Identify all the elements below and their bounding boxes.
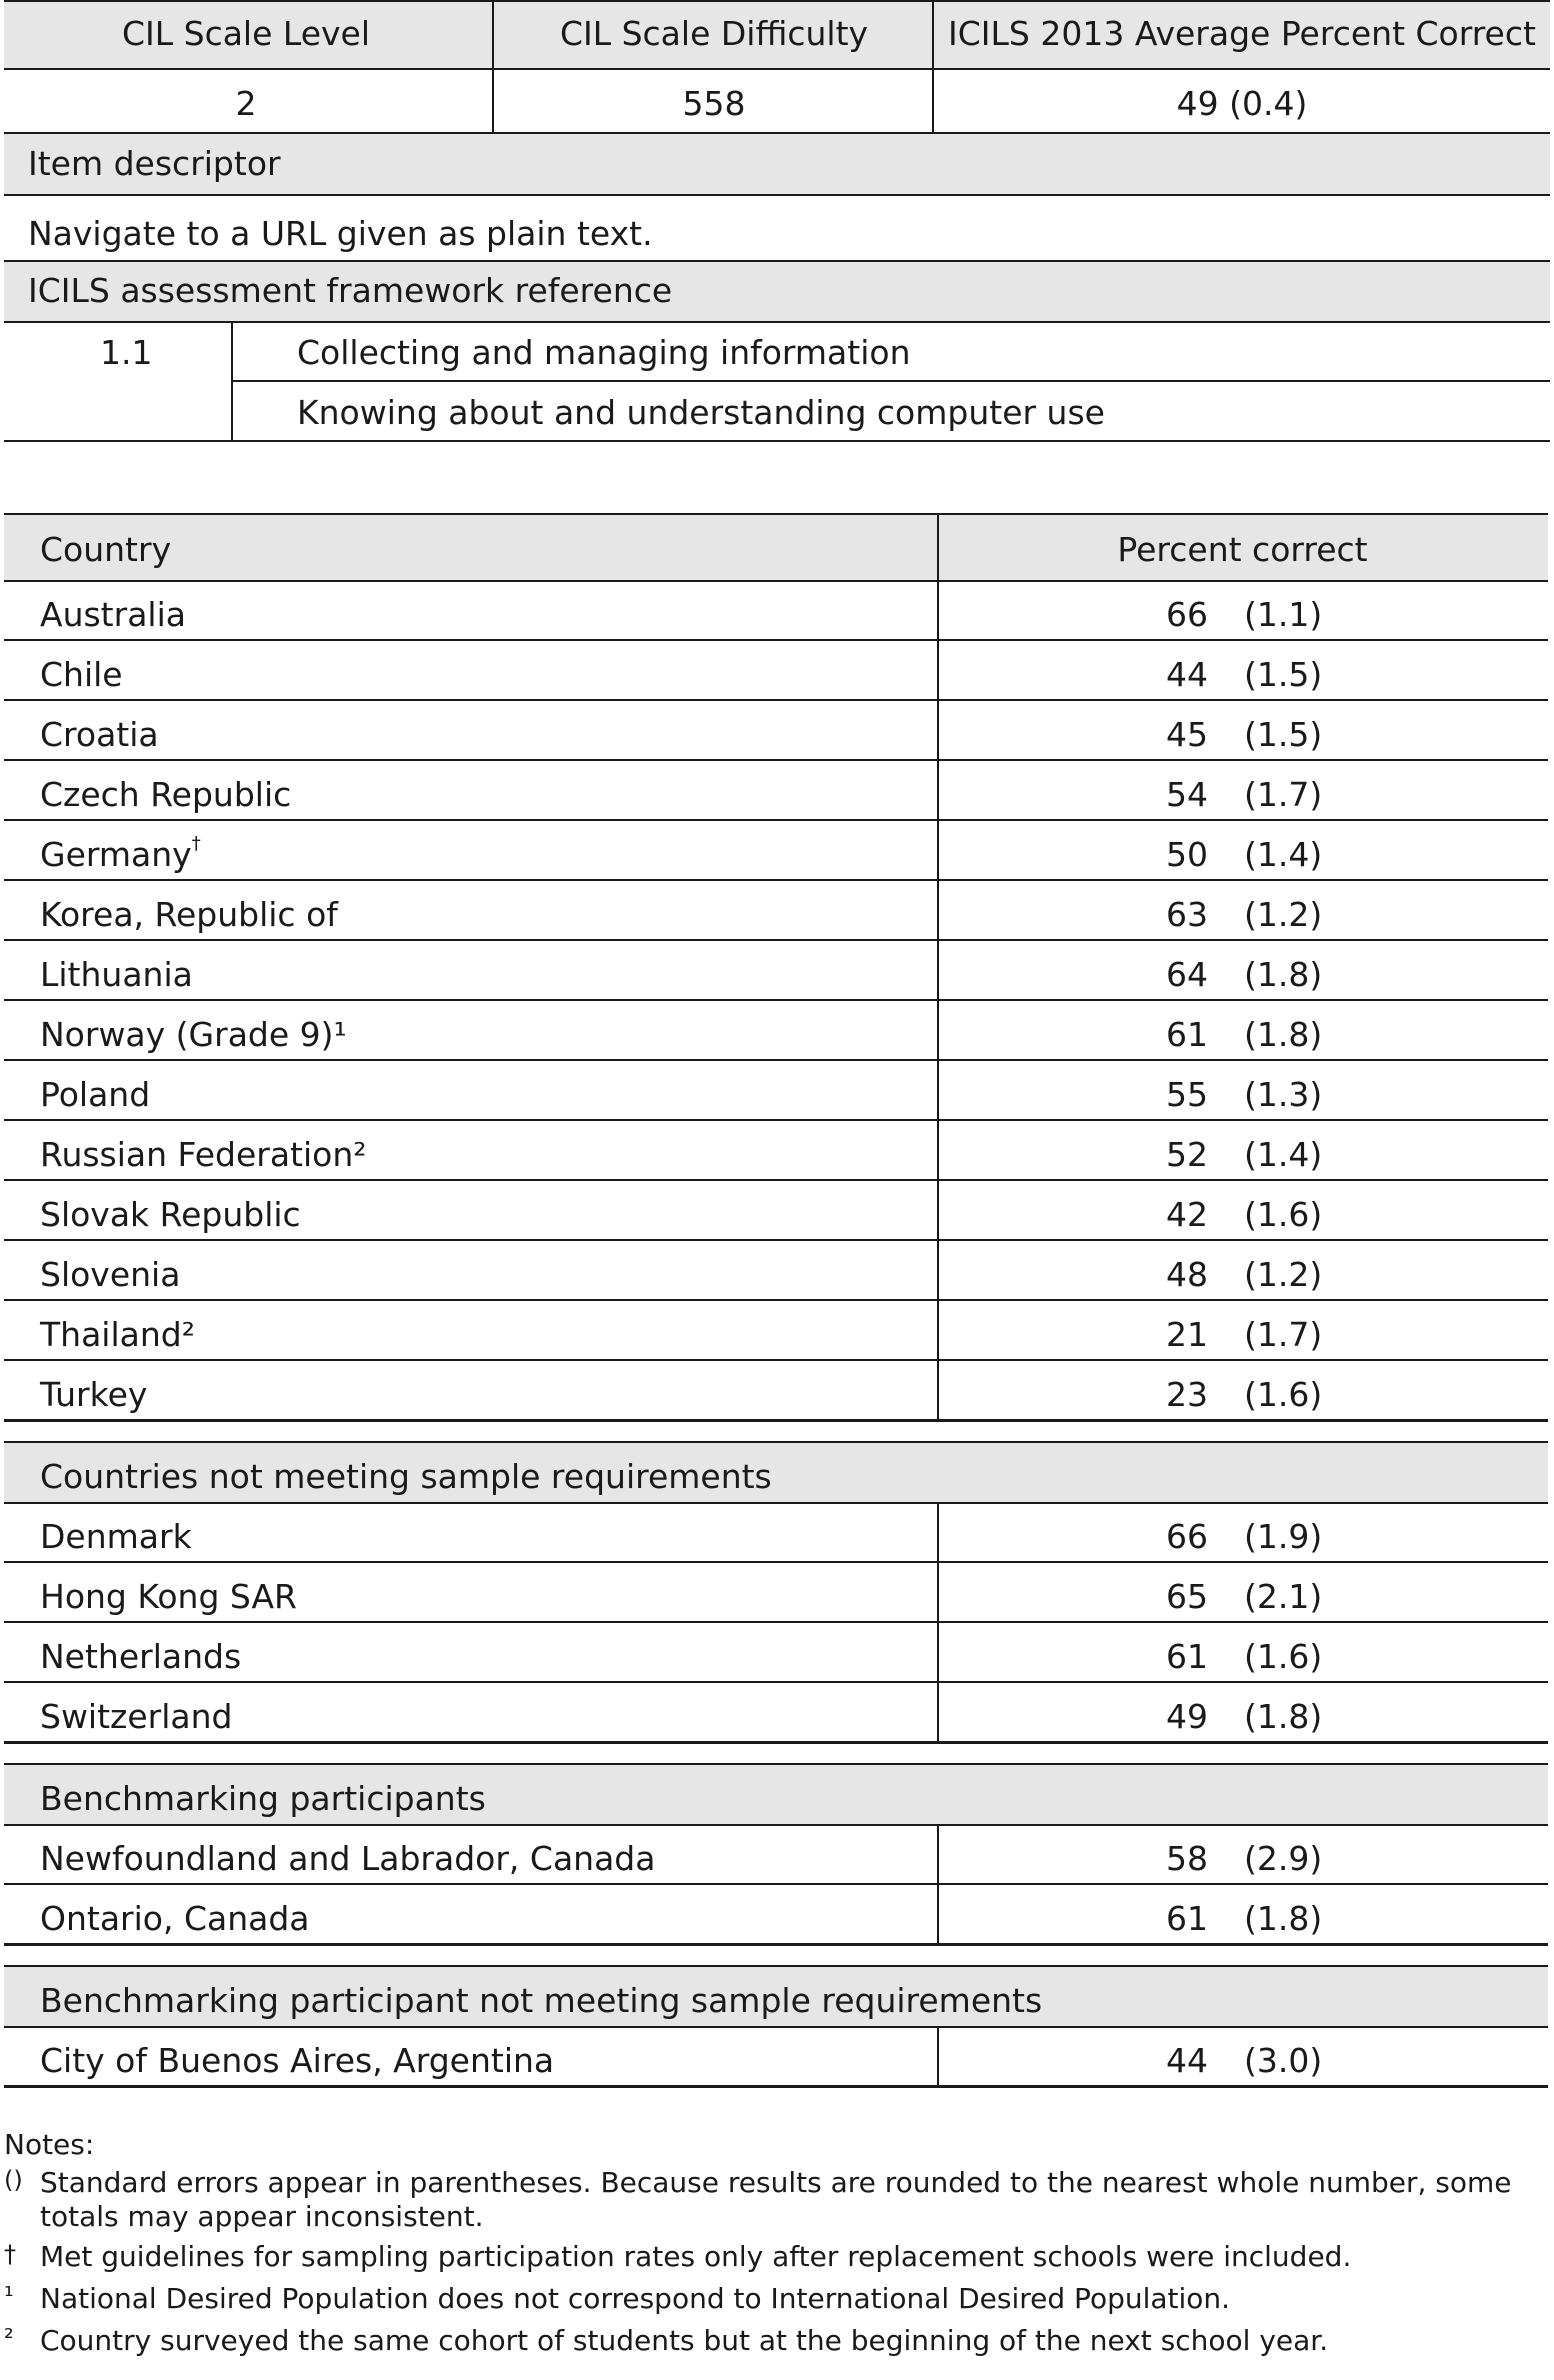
table-row [4, 641, 1548, 701]
country-label: Thailand² [40, 1315, 195, 1354]
section-header-label: Countries not meeting sample requirements [40, 1457, 772, 1496]
country-name [40, 1899, 310, 1938]
column-divider [937, 941, 939, 999]
country-name [40, 1015, 347, 1054]
section-header-label: Benchmarking participants [40, 1779, 486, 1818]
table-row [4, 1623, 1548, 1683]
table-header-row [4, 515, 1548, 581]
country-label: Hong Kong SAR [40, 1577, 297, 1616]
percent-value: 23 [1166, 1375, 1208, 1414]
standard-error: (1.6) [1244, 1195, 1323, 1234]
framework-line-2: Knowing about and understanding computer use [297, 393, 1105, 432]
notes-title: Notes: [4, 2128, 95, 2161]
column-divider [937, 581, 939, 639]
country-label: Switzerland [40, 1697, 233, 1736]
top-rule [4, 0, 1550, 2]
country-label: Slovak Republic [40, 1195, 301, 1234]
standard-error: (1.8) [1244, 955, 1323, 994]
standard-error: (1.2) [1244, 1255, 1323, 1294]
table-row [4, 1301, 1548, 1361]
percent-value: 50 [1166, 835, 1208, 874]
section-header [4, 1967, 1548, 2027]
header-scale-difficulty: CIL Scale Difficulty [559, 14, 869, 53]
country-label: Poland [40, 1075, 151, 1114]
country-name [40, 1195, 301, 1234]
standard-error: (1.7) [1244, 775, 1323, 814]
table-row [4, 1503, 1548, 1563]
column-divider [937, 701, 939, 759]
table-row [4, 941, 1548, 1001]
column-divider [937, 1241, 939, 1299]
framework-inner-rule [233, 380, 1550, 382]
country-name [40, 1375, 147, 1414]
column-divider [937, 881, 939, 939]
table-row [4, 581, 1548, 641]
framework-rule [4, 321, 1550, 323]
country-name [40, 835, 201, 874]
descriptor-label: Item descriptor [28, 144, 281, 183]
table-row [4, 881, 1548, 941]
country-name [40, 955, 193, 994]
scale-level-value: 2 [235, 84, 257, 123]
section-header [4, 1765, 1548, 1825]
country-label: Czech Republic [40, 775, 292, 814]
country-name [40, 1697, 233, 1736]
country-name [40, 1637, 241, 1676]
percent-value: 66 [1166, 595, 1208, 634]
header-divider-2 [932, 0, 934, 134]
percent-value: 21 [1166, 1315, 1208, 1354]
descriptor-rule [4, 194, 1550, 196]
percent-value: 52 [1166, 1135, 1208, 1174]
header-avg-correct: ICILS 2013 Average Percent Correct [948, 14, 1536, 53]
percent-value: 49 [1166, 1697, 1208, 1736]
standard-error: (1.6) [1244, 1637, 1323, 1676]
table-row [4, 1061, 1548, 1121]
percent-value: 65 [1166, 1577, 1208, 1616]
table-row [4, 761, 1548, 821]
note-symbol: () [4, 2166, 23, 2194]
avg-correct-value: 49 (0.4) [1176, 84, 1308, 123]
header-divider-1 [492, 0, 494, 134]
percent-value: 54 [1166, 775, 1208, 814]
table-row [4, 1825, 1548, 1885]
column-divider [937, 641, 939, 699]
footnote-marker: † [191, 833, 201, 854]
table-row [4, 2027, 1548, 2087]
framework-line-1: Collecting and managing information [297, 333, 911, 372]
country-label: Korea, Republic of [40, 895, 338, 934]
column-divider [937, 1623, 939, 1681]
header-scale-level: CIL Scale Level [121, 14, 371, 53]
standard-error: (1.5) [1244, 655, 1323, 694]
country-name [40, 1577, 297, 1616]
table-row [4, 1563, 1548, 1623]
scale-difficulty-value: 558 [682, 84, 746, 123]
column-divider [937, 1825, 939, 1883]
column-divider [937, 1301, 939, 1359]
country-label: City of Buenos Aires, Argentina [40, 2041, 555, 2080]
standard-error: (1.8) [1244, 1697, 1323, 1736]
percent-value: 64 [1166, 955, 1208, 994]
standard-error: (1.8) [1244, 1899, 1323, 1938]
percent-value: 55 [1166, 1075, 1208, 1114]
country-label: Norway (Grade 9)¹ [40, 1015, 347, 1054]
country-label: Germany [40, 835, 192, 874]
country-name [40, 1255, 180, 1294]
standard-error: (1.2) [1244, 895, 1323, 934]
percent-value: 42 [1166, 1195, 1208, 1234]
section-header-label: Benchmarking participant not meeting sample requirements [40, 1981, 1043, 2020]
framework-divider [231, 322, 233, 442]
header-rule [4, 68, 1550, 70]
table-row [4, 701, 1548, 761]
column-divider [937, 1683, 939, 1741]
note-text: Standard errors appear in parentheses. Because results are rounded to the nearest whole number, some totals may appear inconsistent. [40, 2166, 1512, 2233]
country-label: Netherlands [40, 1637, 242, 1676]
country-name [40, 1839, 655, 1878]
table-rule [4, 1419, 1548, 1422]
table-row [4, 1121, 1548, 1181]
country-name [40, 1135, 367, 1174]
country-label: Australia [40, 595, 186, 634]
percent-value: 48 [1166, 1255, 1208, 1294]
framework-code: 1.1 [100, 333, 153, 372]
percent-value: 61 [1166, 1015, 1208, 1054]
note-symbol: † [4, 2240, 16, 2268]
percent-value: 61 [1166, 1899, 1208, 1938]
column-divider [937, 1885, 939, 1943]
table-row [4, 1885, 1548, 1945]
percent-value: 61 [1166, 1637, 1208, 1676]
country-name [40, 775, 291, 814]
standard-error: (1.4) [1244, 835, 1323, 874]
country-name [40, 655, 123, 694]
standard-error: (1.5) [1244, 715, 1323, 754]
note-symbol: ² [4, 2324, 14, 2352]
country-label: Slovenia [40, 1255, 181, 1294]
table-row [4, 1241, 1548, 1301]
note-text: Met guidelines for sampling participation rates only after replacement schools were included. [40, 2240, 1352, 2273]
country-name [40, 1315, 195, 1354]
standard-error: (1.1) [1244, 595, 1323, 634]
standard-error: (3.0) [1244, 2041, 1323, 2080]
column-divider [937, 821, 939, 879]
percent-value: 63 [1166, 895, 1208, 934]
table-rule [4, 1943, 1548, 1946]
column-divider [937, 1061, 939, 1119]
percent-value: 44 [1166, 655, 1208, 694]
standard-error: (1.9) [1244, 1517, 1323, 1556]
percent-value: 44 [1166, 2041, 1208, 2080]
standard-error: (1.4) [1244, 1135, 1323, 1174]
column-divider [937, 1121, 939, 1179]
country-name [40, 1517, 192, 1556]
column-divider [937, 1503, 939, 1561]
percent-value: 58 [1166, 1839, 1208, 1878]
country-name [40, 595, 186, 634]
column-divider [937, 1001, 939, 1059]
country-label: Croatia [40, 715, 159, 754]
section-header [4, 1443, 1548, 1503]
notes [4, 2128, 1550, 2378]
column-divider [937, 1563, 939, 1621]
table-rule [4, 2085, 1548, 2088]
country-label: Denmark [40, 1517, 192, 1556]
country-label: Chile [40, 655, 123, 694]
column-header-country: Country [40, 530, 172, 569]
column-divider [937, 1181, 939, 1239]
column-divider [937, 1361, 939, 1419]
column-divider [937, 761, 939, 819]
standard-error: (1.3) [1244, 1075, 1323, 1114]
country-name [40, 1075, 150, 1114]
country-name [40, 715, 159, 754]
framework-label: ICILS assessment framework reference [28, 271, 673, 310]
percent-value: 45 [1166, 715, 1208, 754]
country-label: Ontario, Canada [40, 1899, 310, 1938]
note-symbol: ¹ [4, 2282, 14, 2310]
percent-value: 66 [1166, 1517, 1208, 1556]
table-row [4, 821, 1548, 881]
country-label: Lithuania [40, 955, 193, 994]
country-label: Newfoundland and Labrador, Canada [40, 1839, 656, 1878]
note-text: Country surveyed the same cohort of students but at the beginning of the next school year. [40, 2324, 1329, 2357]
country-name [40, 2041, 554, 2080]
standard-error: (2.1) [1244, 1577, 1323, 1616]
country-label: Turkey [40, 1375, 148, 1414]
column-divider [937, 515, 939, 581]
table-row [4, 1683, 1548, 1743]
country-label: Russian Federation² [40, 1135, 367, 1174]
descriptor-text: Navigate to a URL given as plain text. [28, 214, 653, 253]
column-divider [937, 2027, 939, 2085]
table-row [4, 1361, 1548, 1421]
table-row [4, 1181, 1548, 1241]
standard-error: (1.8) [1244, 1015, 1323, 1054]
framework-bottom-rule [4, 440, 1550, 442]
note-text: National Desired Population does not correspond to International Desired Population. [40, 2282, 1231, 2315]
table-row [4, 1001, 1548, 1061]
column-header-percent: Percent correct [1117, 530, 1368, 569]
standard-error: (1.7) [1244, 1315, 1323, 1354]
standard-error: (1.6) [1244, 1375, 1323, 1414]
table-rule [4, 1741, 1548, 1744]
country-name [40, 895, 338, 934]
standard-error: (2.9) [1244, 1839, 1323, 1878]
